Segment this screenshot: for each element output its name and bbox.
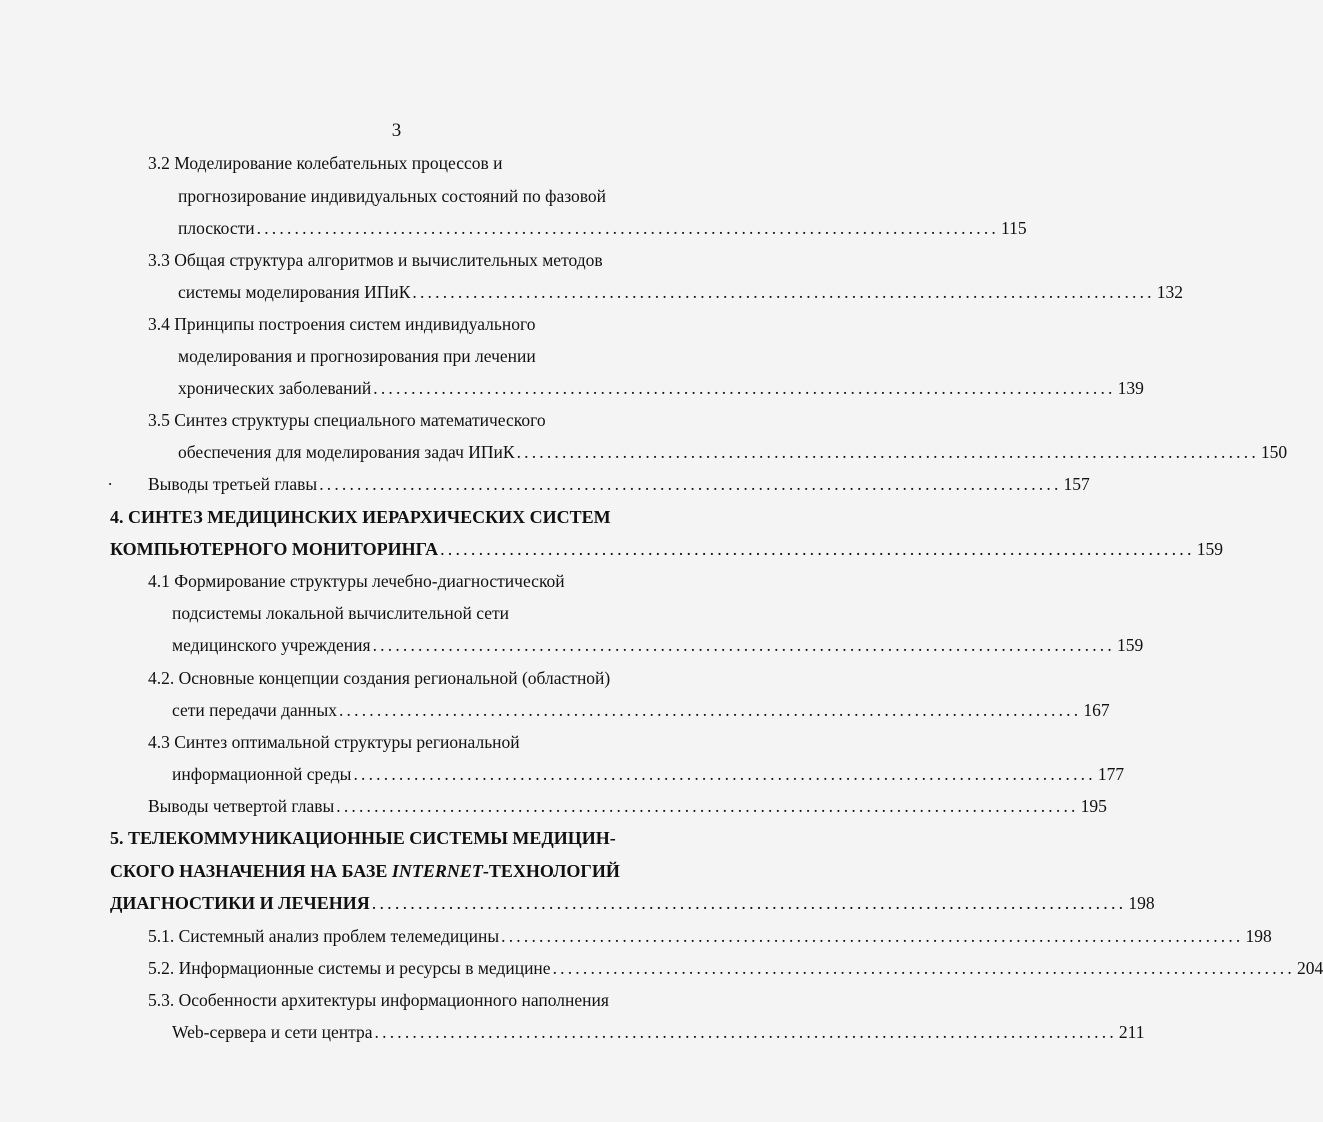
toc-page-number: 198 <box>1245 926 1272 946</box>
leader-dots: .................................................................................................. <box>440 539 1195 559</box>
toc-entry-title: Web-сервера и сети центра <box>172 1022 373 1042</box>
toc-entry-4-2[interactable] <box>172 695 1110 725</box>
leader-dots: .................................................................................................. <box>516 442 1259 462</box>
toc-entry-title: плоскости <box>178 218 255 238</box>
leader-dots: .................................................................................................. <box>501 926 1244 946</box>
toc-entry-3-5[interactable] <box>178 437 1288 467</box>
toc-entry-5-2[interactable] <box>148 953 1323 983</box>
toc-entry-4-1[interactable] <box>172 630 1144 660</box>
toc-page-number: 159 <box>1116 635 1144 655</box>
toc-ch5-line2-pre: СКОГО НАЗНАЧЕНИЯ НА БАЗЕ <box>110 861 392 881</box>
toc-entry-title: 5.2. Информационные системы и ресурсы в медицине <box>148 958 551 978</box>
leader-dots: .................................................................................................. <box>372 635 1115 655</box>
toc-5-3-line1: 5.3. Особенности архитектуры информационного наполнения <box>148 990 609 1010</box>
toc-entry-title: Выводы четвертой главы <box>148 796 335 816</box>
leader-dots: .................................................................................................. <box>552 958 1295 978</box>
leader-dots: .................................................................................................. <box>373 378 1116 398</box>
toc-4-1-line2: подсистемы локальной вычислительной сети <box>172 603 510 623</box>
toc-entry-3-4[interactable] <box>178 373 1144 403</box>
toc-3-4-line2: моделирования и прогнозирования при лечении <box>178 346 536 366</box>
toc-entry-title: Выводы третьей главы <box>148 474 318 494</box>
toc-entry-title: сети передачи данных <box>172 700 337 720</box>
toc-page-number: 157 <box>1063 474 1090 494</box>
toc-3-5-line1: 3.5 Синтез структуры специального математического <box>148 410 546 430</box>
toc-entry-5-1[interactable] <box>148 921 1272 951</box>
toc-entry-ch3-summary[interactable] <box>148 469 1090 499</box>
toc-page-number: 139 <box>1117 378 1144 398</box>
toc-entry-title: системы моделирования ИПиК <box>178 282 411 302</box>
toc-entry-5-3[interactable] <box>172 1017 1145 1047</box>
leader-dots: .................................................................................................. <box>256 218 999 238</box>
toc-page-number: 177 <box>1097 764 1125 784</box>
toc-4-2-line1: 4.2. Основные концепции создания региональной (областной) <box>148 668 611 688</box>
toc-page-number: 211 <box>1118 1022 1145 1042</box>
toc-ch5-line2 <box>110 856 620 886</box>
toc-ch4-line1: 4. СИНТЕЗ МЕДИЦИНСКИХ ИЕРАРХИЧЕСКИХ СИСТЕМ <box>110 507 611 527</box>
toc-entry-ch5[interactable] <box>110 888 1155 918</box>
toc-entry-title: хронических заболеваний <box>178 378 372 398</box>
leader-dots: .................................................................................................. <box>338 700 1082 720</box>
toc-entry-ch4[interactable] <box>110 534 1223 564</box>
toc-entry-ch4-summary[interactable] <box>148 791 1107 821</box>
toc-ch5-line1: 5. ТЕЛЕКОММУНИКАЦИОННЫЕ СИСТЕМЫ МЕДИЦИН- <box>110 828 616 848</box>
leader-dots: .................................................................................................. <box>336 796 1079 816</box>
toc-page-number: 150 <box>1260 442 1288 462</box>
toc-entry-title: КОМПЬЮТЕРНОГО МОНИТОРИНГА <box>110 539 439 559</box>
toc-3-4-line1: 3.4 Принципы построения систем индивидуального <box>148 314 536 334</box>
page-number: 3 <box>391 120 402 141</box>
toc-entry-title: медицинского учреждения <box>172 635 371 655</box>
toc-ch5-line2-italic: INTERNET <box>391 861 483 881</box>
toc-entry-4-3[interactable] <box>172 759 1125 789</box>
toc-4-3-line1: 4.3 Синтез оптимальной структуры региональной <box>148 732 520 752</box>
toc-3-2-line2: прогнозирование индивидуальных состояний по фазовой <box>178 186 607 206</box>
toc-entry-title: 5.1. Системный анализ проблем телемедицины <box>148 926 500 946</box>
toc-page-number: 159 <box>1196 539 1223 559</box>
toc-entry-title: ДИАГНОСТИКИ И ЛЕЧЕНИЯ <box>110 893 370 913</box>
leader-dots: .................................................................................................. <box>412 282 1155 302</box>
toc-entry-title: информационной среды <box>172 764 352 784</box>
toc-page-number: 204 <box>1296 958 1323 978</box>
toc-entry-3-3[interactable] <box>178 277 1183 307</box>
toc-page-number: 198 <box>1128 893 1155 913</box>
toc-3-3-line1: 3.3 Общая структура алгоритмов и вычислительных методов <box>148 250 603 270</box>
toc-page-number: 167 <box>1083 700 1110 720</box>
toc-entry-title: обеспечения для моделирования задач ИПиК <box>178 442 515 462</box>
toc-entry-3-2[interactable] <box>178 213 1027 243</box>
leader-dots: .................................................................................................. <box>371 893 1127 913</box>
leader-dots: .................................................................................................. <box>319 474 1062 494</box>
leader-dots: .................................................................................................. <box>374 1022 1117 1042</box>
toc-ch5-line2-post: -ТЕХНОЛОГИЙ <box>482 861 620 881</box>
toc-4-1-line1: 4.1 Формирование структуры лечебно-диагностической <box>148 571 565 591</box>
toc-page-number: 132 <box>1156 282 1183 302</box>
stray-mark: . <box>108 470 113 489</box>
toc-page-number: 115 <box>1001 218 1027 238</box>
toc-page-number: 195 <box>1080 796 1107 816</box>
toc-3-2-line1: 3.2 Моделирование колебательных процессов и <box>148 153 503 173</box>
leader-dots: .................................................................................................. <box>353 764 1096 784</box>
